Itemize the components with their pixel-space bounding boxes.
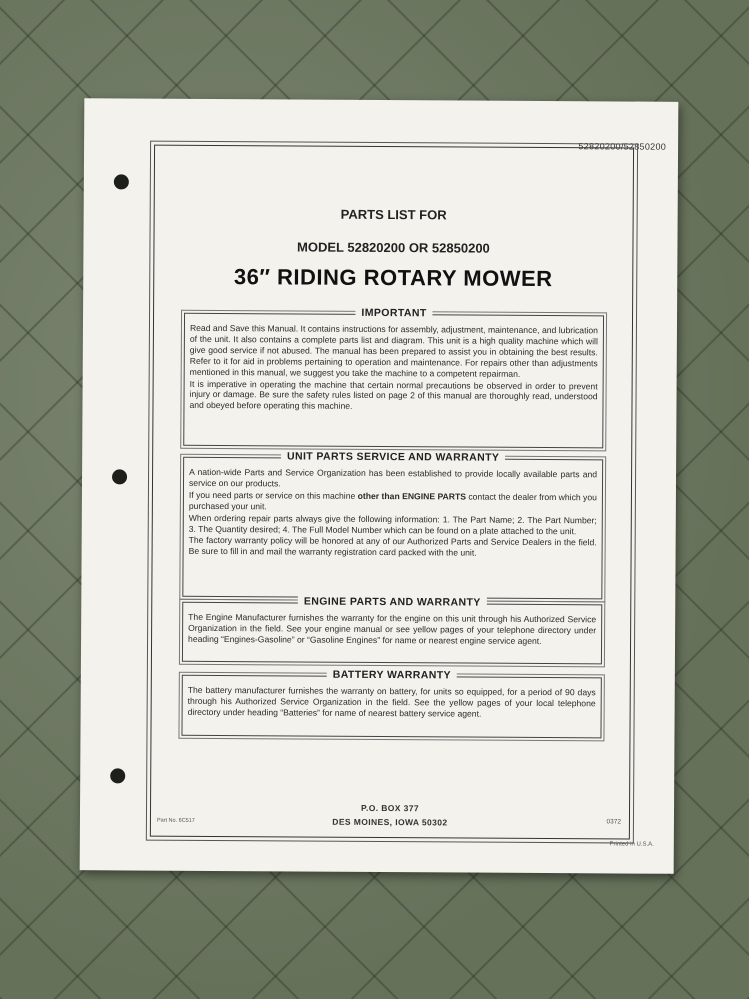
page-frame — [150, 145, 634, 840]
battery-warranty-box — [181, 668, 601, 739]
unit-parts-paragraph: When ordering repair parts always give the following information: 1. The Part Name; 2. The Part Number; 3. The Quantity desired; 4. The Full Model Number which can be found on a plate attached to the unit. — [188, 512, 597, 536]
battery-heading: BATTERY WARRANTY — [327, 669, 457, 683]
po-box: P.O. BOX 377 — [360, 802, 420, 814]
title-parts-list: PARTS LIST FOR — [340, 206, 447, 223]
unit-parts-paragraph: If you need parts or service on this machine other than ENGINE PARTS contact the dealer from which you purchased your unit. — [188, 489, 597, 512]
title-product: 36″ RIDING ROTARY MOWER — [233, 264, 553, 292]
important-paragraph: Read and Save this Manual. It contains instructions for assembly, adjustment, maintenance, and lubrication of the unit. It also contains a complete parts list and diagram. This unit is a high quality machine which will give good service if not abused. The manual has been prepared to assist you in obtaining the best results. Refer to it for aid in problems pertaining to operation and maintenance. For repairs other than adjustments mentioned in this manual, we suggest you take the machine to a competent repairman. — [189, 322, 598, 379]
battery-paragraph: The battery manufacturer furnishes the warranty on battery, for units so equipped, for a period of 90 days through his Authorized Service Organization in the field. See the yellow pages of your local telephone directory under heading “Batteries” for name of nearest battery service agent. — [187, 684, 596, 719]
date-code: 0372 — [606, 818, 621, 826]
unit-parts-warranty-box — [182, 450, 603, 600]
engine-warranty-box — [182, 595, 602, 665]
part-number: Part No. 6C517 — [156, 817, 195, 824]
title-model: MODEL 52820200 OR 52850200 — [297, 239, 490, 256]
important-heading: IMPORTANT — [355, 307, 432, 321]
engine-parts-emphasis: other than ENGINE PARTS — [357, 490, 466, 502]
important-box — [183, 306, 604, 449]
binder-hole-middle — [112, 469, 127, 484]
manual-cover-page — [80, 98, 679, 874]
unit-parts-heading: UNIT PARTS SERVICE AND WARRANTY — [281, 450, 505, 465]
unit-parts-paragraph: The factory warranty policy will be honored at any of our Authorized Parts and Service Dealers in the field. Be sure to fill in and mail the warranty registration card packed with the unit. — [188, 535, 597, 558]
unit-parts-paragraph: A nation-wide Parts and Service Organization has been established to provide locally available parts and service on our products. — [188, 466, 598, 489]
document-code: 52820200/52850200 — [578, 141, 667, 152]
binder-hole-bottom — [110, 768, 125, 783]
printed-in-usa: Printed in U.S.A. — [609, 841, 654, 848]
binder-hole-top — [114, 174, 129, 189]
city-address: DES MOINES, IOWA 50302 — [332, 816, 448, 828]
engine-paragraph: The Engine Manufacturer furnishes the warranty for the engine on this unit through his Authorized Service Organization in the field. See your engine manual or see yellow pages of your telephone directory under heading “Engines-Gasoline” or “Gasoline Engines” for name or nearest engine service agent. — [188, 611, 597, 646]
engine-heading: ENGINE PARTS AND WARRANTY — [298, 596, 487, 610]
important-paragraph: It is imperative in operating the machine that certain normal precautions be observed in order to prevent injury or damage. Be sure the safety rules listed on page 2 of this manual are thoroughly read, understood and obeyed before operating this machine. — [189, 378, 598, 412]
